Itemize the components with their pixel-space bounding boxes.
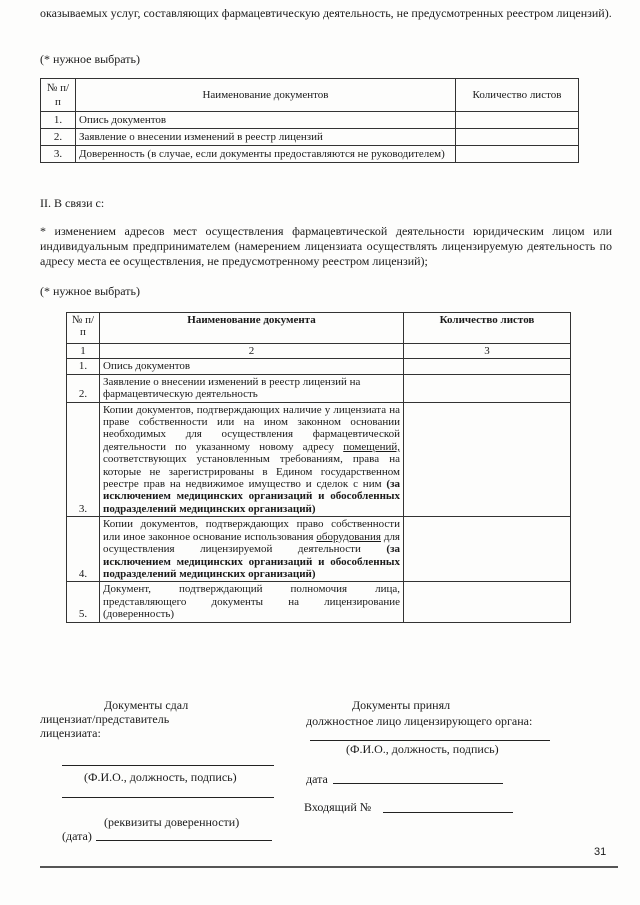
left-date-line: [96, 840, 272, 841]
table2-header-name: Наименование документа: [100, 313, 404, 344]
top-paragraph: оказываемых услуг, составляющих фармацевтическую деятельность, не предусмотренных реестром лицензий).: [40, 6, 612, 20]
table2-row4-text: Копии документов, подтверждающих право собственности или иное законное основание использования оборудования для осуществления лицензируемой деятельности (за исключением медицинских организаций и обособленных подразделений медицинских организаций): [100, 517, 404, 582]
table1-row2-sheets: [456, 129, 579, 146]
table2-index-row: [67, 344, 571, 359]
table2-row5-text: Документ, подтверждающий полномочия лица, представляющего документы на лицензирование (доверенность): [100, 582, 404, 622]
table2-row3-num: 3.: [67, 402, 100, 517]
table2-row2-sheets: [404, 374, 571, 402]
page-number: 31: [594, 846, 607, 858]
left-signature-line1: лицензиат/представитель: [40, 712, 170, 726]
right-fio-signature-line: [310, 740, 550, 741]
table1-row3-name: Доверенность (в случае, если документы предоставляются не руководителем): [76, 146, 456, 163]
table2-row1-num: 1.: [67, 359, 100, 374]
documents-table-1: [40, 78, 579, 163]
left-requisites-line: [62, 797, 274, 798]
table2-row4-num: 4.: [67, 517, 100, 582]
right-incoming-line: [383, 812, 513, 813]
right-date-line: [333, 783, 503, 784]
table1-row1-name: Опись документов: [76, 112, 456, 129]
table2-row3-text: Копии документов, подтверждающих наличие у лицензиата на праве собственности или на ином законном основании необходимых для осуществления фармацевтической деятельности по указанному новому адресу помещений, соответствующих установленным требованиям, права на которые не зарегистрированы в Едином государственном реестре прав на недвижимое имущество и сделок с ним (за исключением медицинских организаций и обособленных подразделений медицинских организаций): [100, 402, 404, 517]
table-row: [41, 129, 579, 146]
table1-row3-num: 3.: [41, 146, 76, 163]
table-row: [67, 359, 571, 374]
table2-index-3: 3: [404, 344, 571, 359]
table1-header-row: [41, 79, 579, 112]
table1-row2-num: 2.: [41, 129, 76, 146]
table2-row2-num: 2.: [67, 374, 100, 402]
table-row: [67, 374, 571, 402]
table2-row3-sheets: [404, 402, 571, 517]
right-incoming-label: Входящий №: [304, 800, 372, 814]
left-fio-caption: (Ф.И.О., должность, подпись): [84, 770, 237, 784]
documents-table-2: [66, 312, 571, 623]
table2-index-2: 2: [100, 344, 404, 359]
table1-row1-sheets: [456, 112, 579, 129]
left-requisites-caption: (реквизиты доверенности): [104, 815, 240, 829]
table2-row5-num: 5.: [67, 582, 100, 622]
choose-note-1: (* нужное выбрать): [40, 52, 141, 66]
table2-row1-text: Опись документов: [100, 359, 404, 374]
table2-row1-sheets: [404, 359, 571, 374]
table1-row1-num: 1.: [41, 112, 76, 129]
table-row: [67, 582, 571, 622]
table2-header-sheets: Количество листов: [404, 313, 571, 344]
right-fio-caption: (Ф.И.О., должность, подпись): [346, 742, 499, 756]
left-fio-signature-line: [62, 765, 274, 766]
footer-divider: [40, 866, 618, 868]
table-row: [67, 517, 571, 582]
table2-row4-sheets: [404, 517, 571, 582]
choose-note-2: (* нужное выбрать): [40, 284, 141, 298]
section-2-heading: II. В связи с:: [40, 196, 105, 210]
table1-header-num: № п/п: [41, 79, 76, 112]
table2-index-1: 1: [67, 344, 100, 359]
table1-header-sheets: Количество листов: [456, 79, 579, 112]
left-signature-line2: лицензиата:: [40, 726, 101, 740]
table1-header-name: Наименование документов: [76, 79, 456, 112]
right-date-label: дата: [306, 772, 328, 786]
table-row: [67, 402, 571, 517]
table2-row2-text: Заявление о внесении изменений в реестр лицензий на фармацевтическую деятельность: [100, 374, 404, 402]
right-signature-line1: должностное лицо лицензирующего органа:: [306, 714, 533, 728]
table1-row3-sheets: [456, 146, 579, 163]
table2-row5-sheets: [404, 582, 571, 622]
table-row: [41, 112, 579, 129]
right-signature-title: Документы принял: [352, 698, 451, 712]
table2-header-num: № п/п: [67, 313, 100, 344]
left-date-label: (дата): [62, 829, 92, 843]
section-2-text: * изменением адресов мест осуществления фармацевтической деятельности юридическим лицом или индивидуальным предпринимателем (намерением лицензиата осуществлять лицензируемую деятельность по адресу места ее осуществления, не предусмотренному реестром лицензий);: [40, 224, 612, 268]
table1-row2-name: Заявление о внесении изменений в реестр лицензий: [76, 129, 456, 146]
left-signature-title: Документы сдал: [104, 698, 189, 712]
table2-header-row: [67, 313, 571, 344]
table-row: [41, 146, 579, 163]
